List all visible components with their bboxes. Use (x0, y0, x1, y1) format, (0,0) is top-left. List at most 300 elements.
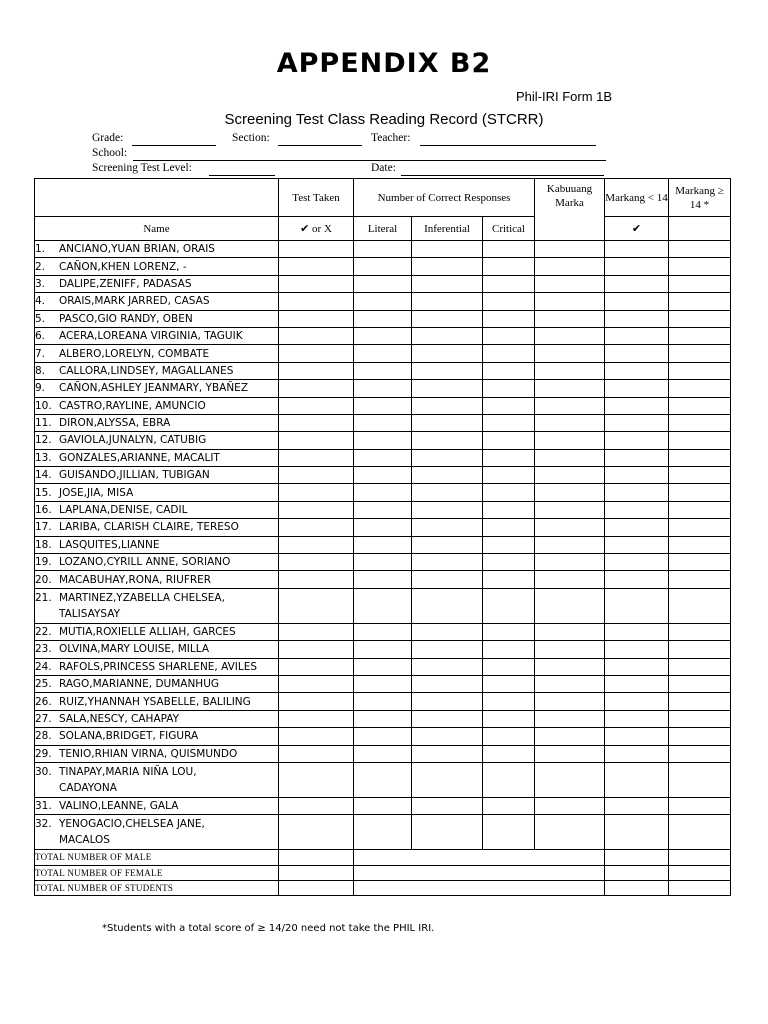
total-responses-cell[interactable] (354, 880, 605, 895)
total-test-taken-cell[interactable] (279, 880, 354, 895)
kabuuang-marka-cell[interactable] (535, 432, 605, 449)
critical-cell[interactable] (483, 745, 535, 762)
kabuuang-marka-cell[interactable] (535, 310, 605, 327)
literal-cell[interactable] (354, 275, 412, 292)
kabuuang-marka-cell[interactable] (535, 797, 605, 814)
inferential-cell[interactable] (412, 380, 483, 397)
inferential-cell[interactable] (412, 710, 483, 727)
critical-cell[interactable] (483, 693, 535, 710)
markang-lt-cell[interactable] (605, 641, 669, 658)
header-markang-ge-blank (669, 217, 731, 241)
kabuuang-marka-cell[interactable] (535, 293, 605, 310)
teacher-field[interactable] (420, 145, 596, 146)
kabuuang-marka-cell[interactable] (535, 397, 605, 414)
markang-lt-cell[interactable] (605, 675, 669, 692)
row-number: 21. (35, 591, 52, 604)
critical-cell[interactable] (483, 432, 535, 449)
inferential-cell[interactable] (412, 554, 483, 571)
markang-lt-cell[interactable] (605, 501, 669, 518)
table-row (35, 345, 731, 362)
markang-lt-cell[interactable] (605, 432, 669, 449)
row-number: 6. (35, 330, 46, 343)
markang-ge-cell[interactable] (669, 693, 731, 710)
test-taken-cell[interactable] (279, 345, 354, 362)
student-name-cell (35, 467, 279, 484)
critical-cell[interactable] (483, 345, 535, 362)
kabuuang-marka-cell[interactable] (535, 362, 605, 379)
markang-ge-cell[interactable] (669, 432, 731, 449)
literal-cell[interactable] (354, 710, 412, 727)
inferential-cell[interactable] (412, 641, 483, 658)
literal-cell[interactable] (354, 519, 412, 536)
critical-cell[interactable] (483, 571, 535, 588)
row-number: 24. (35, 660, 52, 673)
critical-cell[interactable] (483, 258, 535, 275)
critical-cell[interactable] (483, 449, 535, 466)
inferential-cell[interactable] (412, 467, 483, 484)
student-name-cell (35, 693, 279, 710)
test-taken-cell[interactable] (279, 484, 354, 501)
table-row (35, 554, 731, 571)
table-row (35, 501, 731, 518)
critical-cell[interactable] (483, 380, 535, 397)
critical-cell[interactable] (483, 658, 535, 675)
test-taken-cell[interactable] (279, 362, 354, 379)
literal-cell[interactable] (354, 380, 412, 397)
inferential-cell[interactable] (412, 536, 483, 553)
critical-cell[interactable] (483, 728, 535, 745)
markang-ge-cell[interactable] (669, 675, 731, 692)
markang-lt-cell[interactable] (605, 554, 669, 571)
kabuuang-marka-cell[interactable] (535, 745, 605, 762)
kabuuang-marka-cell[interactable] (535, 710, 605, 727)
inferential-cell[interactable] (412, 241, 483, 258)
header-inferential: Inferential (412, 217, 483, 241)
test-taken-cell[interactable] (279, 293, 354, 310)
test-taken-cell[interactable] (279, 275, 354, 292)
footnote: *Students with a total score of ≥ 14/20 need not take the PHIL IRI. (102, 923, 435, 934)
inferential-cell[interactable] (412, 310, 483, 327)
inferential-cell[interactable] (412, 762, 483, 797)
header-literal: Literal (354, 217, 412, 241)
literal-cell[interactable] (354, 571, 412, 588)
markang-lt-cell[interactable] (605, 693, 669, 710)
literal-cell[interactable] (354, 641, 412, 658)
literal-cell[interactable] (354, 449, 412, 466)
critical-cell[interactable] (483, 623, 535, 640)
critical-cell[interactable] (483, 293, 535, 310)
total-label: TOTAL NUMBER OF MALE (35, 850, 279, 865)
literal-cell[interactable] (354, 327, 412, 344)
test-taken-cell[interactable] (279, 536, 354, 553)
row-number: 27. (35, 712, 52, 725)
kabuuang-marka-cell[interactable] (535, 380, 605, 397)
kabuuang-marka-cell[interactable] (535, 554, 605, 571)
literal-cell[interactable] (354, 258, 412, 275)
markang-ge-cell[interactable] (669, 310, 731, 327)
student-name-cell (35, 554, 279, 571)
critical-cell[interactable] (483, 362, 535, 379)
grade-field[interactable] (132, 145, 216, 146)
markang-ge-cell[interactable] (669, 484, 731, 501)
markang-ge-cell[interactable] (669, 241, 731, 258)
markang-lt-cell[interactable] (605, 710, 669, 727)
literal-cell[interactable] (354, 693, 412, 710)
literal-cell[interactable] (354, 414, 412, 431)
markang-ge-cell[interactable] (669, 414, 731, 431)
school-field[interactable] (133, 160, 606, 161)
inferential-cell[interactable] (412, 449, 483, 466)
inferential-cell[interactable] (412, 675, 483, 692)
kabuuang-marka-cell[interactable] (535, 327, 605, 344)
critical-cell[interactable] (483, 815, 535, 850)
total-markang-lt-cell[interactable] (605, 865, 669, 880)
markang-lt-cell[interactable] (605, 345, 669, 362)
test-taken-cell[interactable] (279, 728, 354, 745)
test-taken-cell[interactable] (279, 710, 354, 727)
literal-cell[interactable] (354, 310, 412, 327)
markang-lt-cell[interactable] (605, 588, 669, 623)
student-name-cell (35, 710, 279, 727)
student-name-cell (35, 362, 279, 379)
total-test-taken-cell[interactable] (279, 865, 354, 880)
level-field[interactable] (209, 175, 275, 176)
literal-cell[interactable] (354, 362, 412, 379)
test-taken-cell[interactable] (279, 762, 354, 797)
test-taken-cell[interactable] (279, 641, 354, 658)
inferential-cell[interactable] (412, 588, 483, 623)
literal-cell[interactable] (354, 484, 412, 501)
markang-ge-cell[interactable] (669, 362, 731, 379)
markang-lt-cell[interactable] (605, 745, 669, 762)
inferential-cell[interactable] (412, 345, 483, 362)
student-name: YENOGACIO,CHELSEA JANE, (59, 818, 205, 831)
test-taken-cell[interactable] (279, 241, 354, 258)
critical-cell[interactable] (483, 588, 535, 623)
test-taken-cell[interactable] (279, 519, 354, 536)
total-markang-ge-cell[interactable] (669, 865, 731, 880)
markang-ge-cell[interactable] (669, 797, 731, 814)
inferential-cell[interactable] (412, 501, 483, 518)
markang-ge-cell[interactable] (669, 588, 731, 623)
student-name: LASQUITES,LIANNE (59, 538, 160, 551)
literal-cell[interactable] (354, 501, 412, 518)
inferential-cell[interactable] (412, 571, 483, 588)
test-taken-cell[interactable] (279, 327, 354, 344)
inferential-cell[interactable] (412, 258, 483, 275)
student-name: MUTIA,ROXIELLE ALLIAH, GARCES (59, 626, 236, 638)
markang-ge-cell[interactable] (669, 327, 731, 344)
student-name-cell (35, 762, 279, 797)
markang-lt-cell[interactable] (605, 275, 669, 292)
section-label: Section: (232, 132, 270, 144)
inferential-cell[interactable] (412, 327, 483, 344)
table-row (35, 467, 731, 484)
critical-cell[interactable] (483, 467, 535, 484)
critical-cell[interactable] (483, 310, 535, 327)
literal-cell[interactable] (354, 623, 412, 640)
student-name: MACABUHAY,RONA, RIUFRER (59, 573, 212, 586)
inferential-cell[interactable] (412, 362, 483, 379)
inferential-cell[interactable] (412, 693, 483, 710)
literal-cell[interactable] (354, 467, 412, 484)
critical-cell[interactable] (483, 501, 535, 518)
markang-lt-cell[interactable] (605, 658, 669, 675)
inferential-cell[interactable] (412, 275, 483, 292)
inferential-cell[interactable] (412, 293, 483, 310)
critical-cell[interactable] (483, 414, 535, 431)
markang-ge-cell[interactable] (669, 380, 731, 397)
table-row (35, 380, 731, 397)
markang-ge-cell[interactable] (669, 728, 731, 745)
kabuuang-marka-cell[interactable] (535, 658, 605, 675)
test-taken-cell[interactable] (279, 432, 354, 449)
markang-lt-cell[interactable] (605, 241, 669, 258)
row-number: 19. (35, 556, 52, 569)
markang-lt-cell[interactable] (605, 571, 669, 588)
inferential-cell[interactable] (412, 745, 483, 762)
student-name: LARIBA, CLARISH CLAIRE, TERESO (59, 521, 239, 534)
inferential-cell[interactable] (412, 797, 483, 814)
critical-cell[interactable] (483, 554, 535, 571)
markang-ge-cell[interactable] (669, 641, 731, 658)
markang-ge-cell[interactable] (669, 658, 731, 675)
markang-lt-cell[interactable] (605, 536, 669, 553)
table-row (35, 519, 731, 536)
markang-ge-cell[interactable] (669, 345, 731, 362)
student-name: CALLORA,LINDSEY, MAGALLANES (59, 364, 234, 377)
critical-cell[interactable] (483, 797, 535, 814)
student-name: JOSE,JIA, MISA (59, 486, 134, 499)
critical-cell[interactable] (483, 519, 535, 536)
inferential-cell[interactable] (412, 815, 483, 850)
inferential-cell[interactable] (412, 432, 483, 449)
critical-cell[interactable] (483, 675, 535, 692)
markang-lt-cell[interactable] (605, 380, 669, 397)
kabuuang-marka-cell[interactable] (535, 623, 605, 640)
critical-cell[interactable] (483, 327, 535, 344)
markang-ge-cell[interactable] (669, 623, 731, 640)
literal-cell[interactable] (354, 675, 412, 692)
kabuuang-marka-cell[interactable] (535, 675, 605, 692)
row-number: 11. (35, 417, 52, 430)
section-field[interactable] (278, 145, 362, 146)
test-taken-cell[interactable] (279, 380, 354, 397)
date-field[interactable] (401, 175, 604, 176)
critical-cell[interactable] (483, 536, 535, 553)
literal-cell[interactable] (354, 432, 412, 449)
form-id: Phil-IRI Form 1B (516, 89, 613, 104)
inferential-cell[interactable] (412, 519, 483, 536)
student-name-cell (35, 241, 279, 258)
student-name: GONZALES,ARIANNE, MACALIT (59, 451, 220, 464)
critical-cell[interactable] (483, 484, 535, 501)
markang-lt-cell[interactable] (605, 397, 669, 414)
row-number: 4. (35, 295, 46, 308)
student-name: GUISANDO,JILLIAN, TUBIGAN (59, 469, 210, 482)
kabuuang-marka-cell[interactable] (535, 762, 605, 797)
student-name: ANCIANO,YUAN BRIAN, ORAIS (59, 243, 215, 256)
markang-lt-cell[interactable] (605, 623, 669, 640)
test-taken-cell[interactable] (279, 449, 354, 466)
kabuuang-marka-cell[interactable] (535, 467, 605, 484)
literal-cell[interactable] (354, 658, 412, 675)
total-markang-ge-cell[interactable] (669, 880, 731, 895)
total-markang-lt-cell[interactable] (605, 880, 669, 895)
test-taken-cell[interactable] (279, 623, 354, 640)
test-taken-cell[interactable] (279, 797, 354, 814)
student-name: SOLANA,BRIDGET, FIGURA (59, 730, 199, 743)
markang-lt-cell[interactable] (605, 815, 669, 850)
literal-cell[interactable] (354, 554, 412, 571)
kabuuang-marka-cell[interactable] (535, 728, 605, 745)
test-taken-cell[interactable] (279, 815, 354, 850)
total-markang-ge-cell[interactable] (669, 850, 731, 865)
row-number: 22. (35, 626, 52, 638)
markang-lt-cell[interactable] (605, 728, 669, 745)
literal-cell[interactable] (354, 293, 412, 310)
markang-lt-cell[interactable] (605, 519, 669, 536)
student-name: LOZANO,CYRILL ANNE, SORIANO (59, 556, 231, 569)
student-name-cell (35, 728, 279, 745)
test-taken-cell[interactable] (279, 258, 354, 275)
inferential-cell[interactable] (412, 484, 483, 501)
inferential-cell[interactable] (412, 414, 483, 431)
kabuuang-marka-cell[interactable] (535, 536, 605, 553)
markang-ge-cell[interactable] (669, 554, 731, 571)
markang-ge-cell[interactable] (669, 449, 731, 466)
student-name-cell (35, 675, 279, 692)
test-taken-cell[interactable] (279, 745, 354, 762)
markang-ge-cell[interactable] (669, 397, 731, 414)
test-taken-cell[interactable] (279, 554, 354, 571)
row-number: 14. (35, 469, 52, 482)
literal-cell[interactable] (354, 762, 412, 797)
row-number: 20. (35, 573, 52, 586)
critical-cell[interactable] (483, 641, 535, 658)
markang-ge-cell[interactable] (669, 467, 731, 484)
markang-ge-cell[interactable] (669, 815, 731, 850)
literal-cell[interactable] (354, 745, 412, 762)
literal-cell[interactable] (354, 397, 412, 414)
kabuuang-marka-cell[interactable] (535, 571, 605, 588)
markang-ge-cell[interactable] (669, 710, 731, 727)
inferential-cell[interactable] (412, 623, 483, 640)
markang-ge-cell[interactable] (669, 536, 731, 553)
markang-ge-cell[interactable] (669, 762, 731, 797)
kabuuang-marka-cell[interactable] (535, 275, 605, 292)
test-taken-cell[interactable] (279, 501, 354, 518)
student-name-cell (35, 293, 279, 310)
table-row (35, 641, 731, 658)
markang-lt-cell[interactable] (605, 449, 669, 466)
critical-cell[interactable] (483, 397, 535, 414)
markang-lt-cell[interactable] (605, 293, 669, 310)
literal-cell[interactable] (354, 797, 412, 814)
test-taken-cell[interactable] (279, 571, 354, 588)
total-markang-lt-cell[interactable] (605, 850, 669, 865)
literal-cell[interactable] (354, 728, 412, 745)
kabuuang-marka-cell[interactable] (535, 484, 605, 501)
kabuuang-marka-cell[interactable] (535, 241, 605, 258)
critical-cell[interactable] (483, 241, 535, 258)
markang-ge-cell[interactable] (669, 293, 731, 310)
markang-lt-cell[interactable] (605, 484, 669, 501)
inferential-cell[interactable] (412, 397, 483, 414)
kabuuang-marka-cell[interactable] (535, 414, 605, 431)
student-name: TENIO,RHIAN VIRNA, QUISMUNDO (59, 747, 238, 760)
row-number: 10. (35, 399, 52, 412)
test-taken-cell[interactable] (279, 397, 354, 414)
markang-ge-cell[interactable] (669, 745, 731, 762)
literal-cell[interactable] (354, 815, 412, 850)
critical-cell[interactable] (483, 710, 535, 727)
literal-cell[interactable] (354, 345, 412, 362)
total-responses-cell[interactable] (354, 850, 605, 865)
kabuuang-marka-cell[interactable] (535, 345, 605, 362)
markang-lt-cell[interactable] (605, 762, 669, 797)
inferential-cell[interactable] (412, 728, 483, 745)
table-row (35, 414, 731, 431)
markang-lt-cell[interactable] (605, 414, 669, 431)
markang-ge-cell[interactable] (669, 519, 731, 536)
row-number: 13. (35, 451, 52, 464)
markang-ge-cell[interactable] (669, 258, 731, 275)
total-responses-cell[interactable] (354, 865, 605, 880)
kabuuang-marka-cell[interactable] (535, 501, 605, 518)
student-name-cell (35, 641, 279, 658)
kabuuang-marka-cell[interactable] (535, 815, 605, 850)
test-taken-cell[interactable] (279, 467, 354, 484)
markang-lt-cell[interactable] (605, 362, 669, 379)
table-row (35, 310, 731, 327)
test-taken-cell[interactable] (279, 414, 354, 431)
total-test-taken-cell[interactable] (279, 850, 354, 865)
student-name-cell (35, 571, 279, 588)
markang-lt-cell[interactable] (605, 327, 669, 344)
inferential-cell[interactable] (412, 658, 483, 675)
markang-lt-cell[interactable] (605, 797, 669, 814)
test-taken-cell[interactable] (279, 310, 354, 327)
table-row (35, 571, 731, 588)
markang-ge-cell[interactable] (669, 571, 731, 588)
student-name: LAPLANA,DENISE, CADIL (59, 504, 188, 517)
test-taken-cell[interactable] (279, 658, 354, 675)
kabuuang-marka-cell[interactable] (535, 588, 605, 623)
markang-ge-cell[interactable] (669, 275, 731, 292)
student-name: RAGO,MARIANNE, DUMANHUG (59, 678, 220, 691)
header-test-taken: Test Taken (279, 179, 354, 217)
literal-cell[interactable] (354, 536, 412, 553)
header-markang-lt-check (605, 217, 669, 241)
test-taken-cell[interactable] (279, 675, 354, 692)
kabuuang-marka-cell[interactable] (535, 449, 605, 466)
test-taken-cell[interactable] (279, 693, 354, 710)
markang-lt-cell[interactable] (605, 467, 669, 484)
literal-cell[interactable] (354, 588, 412, 623)
literal-cell[interactable] (354, 241, 412, 258)
markang-lt-cell[interactable] (605, 258, 669, 275)
markang-lt-cell[interactable] (605, 310, 669, 327)
kabuuang-marka-cell[interactable] (535, 641, 605, 658)
test-taken-cell[interactable] (279, 588, 354, 623)
kabuuang-marka-cell[interactable] (535, 258, 605, 275)
critical-cell[interactable] (483, 275, 535, 292)
markang-ge-cell[interactable] (669, 501, 731, 518)
critical-cell[interactable] (483, 762, 535, 797)
kabuuang-marka-cell[interactable] (535, 519, 605, 536)
kabuuang-marka-cell[interactable] (535, 693, 605, 710)
